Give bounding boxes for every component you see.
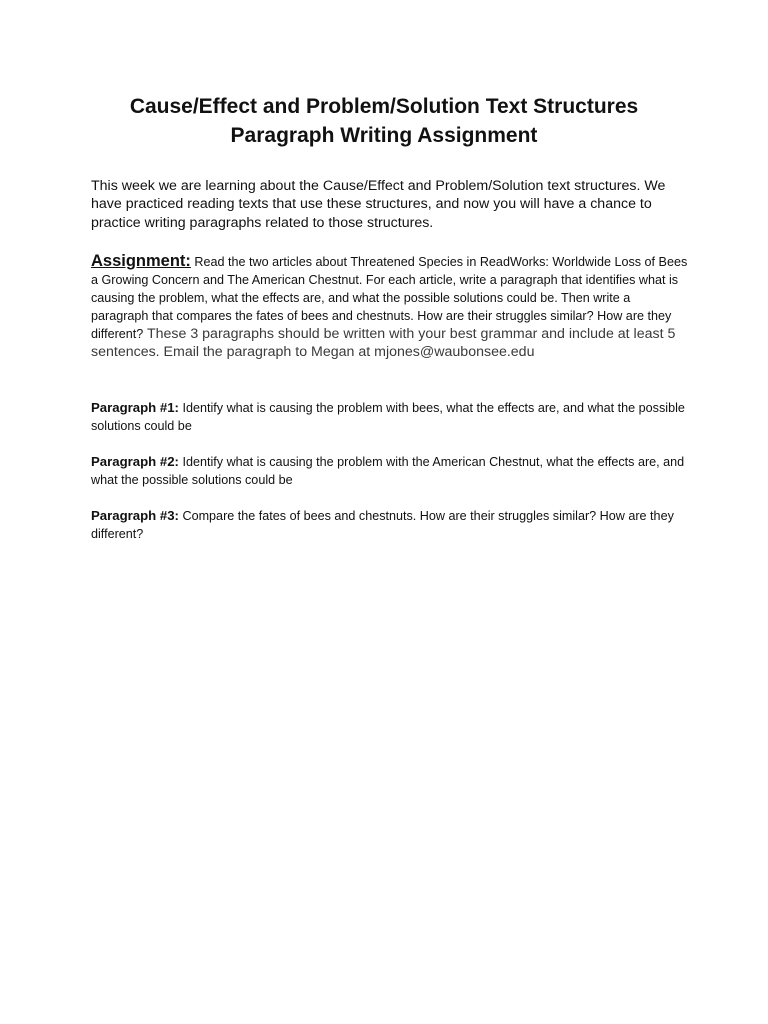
- paragraph-1-text: Identify what is causing the problem with bees, what the effects are, and what the possible solutions could be: [91, 401, 685, 433]
- assignment-body: Read the two articles about Threatened Species in ReadWorks: Worldwide Loss of Bees a Growing Concern and The American Chestnut. For each article, write a paragraph that identifies what is causing the problem, what the effects are, and what the possible solutions could be. Then write a paragraph that compares the fates of bees and chestnuts. How are their struggles similar? How are they different?: [91, 255, 688, 341]
- assignment-heading: Assignment:: [91, 252, 191, 270]
- paragraph-1-label: Paragraph #1:: [91, 400, 179, 415]
- paragraph-3-instructions: [91, 507, 691, 543]
- title-line-1: Cause/Effect and Problem/Solution Text Structures: [129, 95, 639, 118]
- title-line-2: Paragraph Writing Assignment: [230, 124, 538, 147]
- paragraph-2-label: Paragraph #2:: [91, 454, 179, 469]
- paragraph-2-text: Identify what is causing the problem with the American Chestnut, what the effects are, and what the possible solutions could be: [91, 455, 685, 487]
- paragraph-3-label: Paragraph #3:: [91, 508, 179, 523]
- paragraph-3-text: Compare the fates of bees and chestnuts. How are their struggles similar? How are they different?: [91, 509, 674, 541]
- assignment-paragraph: [91, 252, 691, 361]
- page-title: [0, 92, 768, 150]
- intro-paragraph: This week we are learning about the Cause/Effect and Problem/Solution text structures. We have practiced reading texts that use these structures, and now you will have a chance to practice writing paragraphs related to those structures.: [91, 178, 666, 231]
- paragraph-2-instructions: [91, 453, 691, 489]
- assignment-tail: These 3 paragraphs should be written with your best grammar and include at least 5 sentences. Email the paragraph to Megan at mjones@waubonsee.edu: [91, 326, 676, 360]
- paragraph-1-instructions: [91, 399, 691, 435]
